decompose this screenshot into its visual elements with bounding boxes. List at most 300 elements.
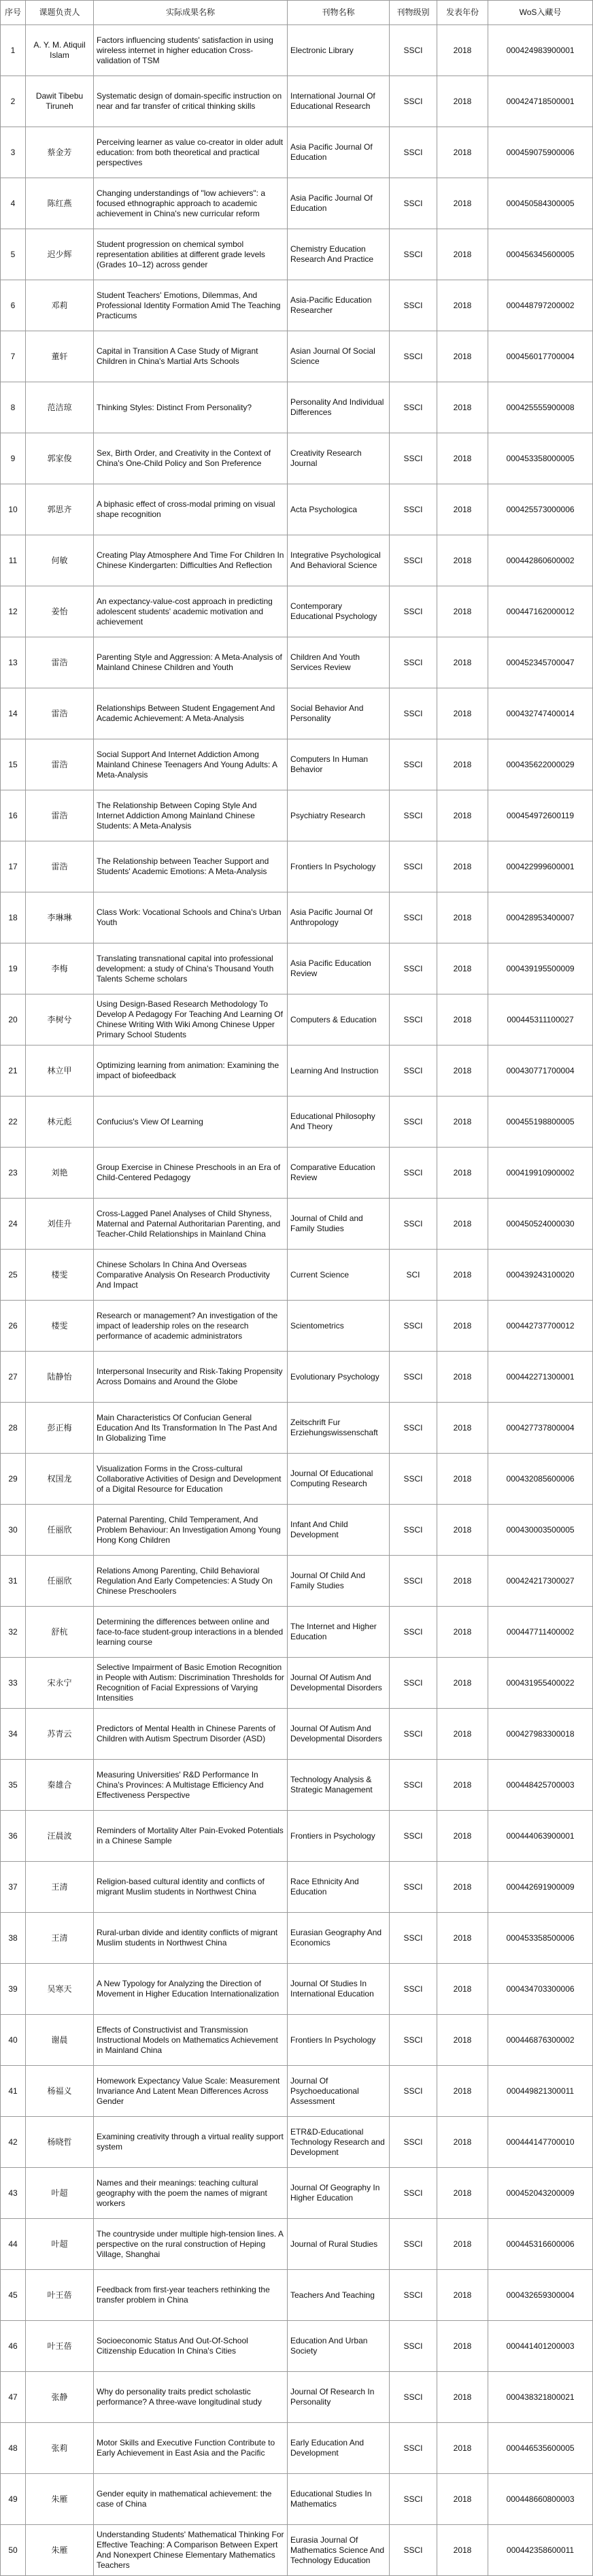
- table-row: [0, 1454, 593, 1505]
- cell-year: 2018: [437, 2219, 488, 2270]
- cell-no: 42: [0, 2117, 26, 2168]
- cell-journal: Frontiers in Psychology: [288, 1811, 390, 1862]
- cell-year: 2018: [437, 2117, 488, 2168]
- cell-leader: 朱雁: [26, 2525, 94, 2576]
- cell-journal: Integrative Psychological And Behavioral Science: [288, 535, 390, 586]
- cell-no: 46: [0, 2321, 26, 2372]
- table-row: [0, 1199, 593, 1250]
- table-row: [0, 2270, 593, 2321]
- cell-level: SSCI: [390, 1403, 437, 1454]
- cell-year: 2018: [437, 1760, 488, 1811]
- cell-journal: Journal Of Psychoeducational Assessment: [288, 2066, 390, 2117]
- cell-level: SSCI: [390, 994, 437, 1046]
- cell-title: Selective Impairment of Basic Emotion Recognition in People with Autism: Discrimination Thresholds for Recognition of Facial Expressions of Varying Intensities: [94, 1658, 288, 1709]
- cell-wos: 000441401200003: [488, 2321, 593, 2372]
- cell-year: 2018: [437, 637, 488, 688]
- cell-no: 49: [0, 2474, 26, 2525]
- cell-year: 2018: [437, 1862, 488, 1913]
- cell-wos: 000422999600001: [488, 841, 593, 892]
- cell-year: 2018: [437, 1913, 488, 1964]
- cell-no: 15: [0, 739, 26, 790]
- cell-leader: Dawit Tibebu Tiruneh: [26, 76, 94, 127]
- cell-journal: Frontiers In Psychology: [288, 2015, 390, 2066]
- cell-level: SSCI: [390, 484, 437, 535]
- cell-wos: 000450524000030: [488, 1199, 593, 1250]
- cell-wos: 000455198800005: [488, 1097, 593, 1148]
- cell-wos: 000454972600119: [488, 790, 593, 841]
- cell-level: SSCI: [390, 637, 437, 688]
- cell-year: 2018: [437, 2066, 488, 2117]
- cell-leader: 张静: [26, 2372, 94, 2423]
- cell-wos: 000430003500005: [488, 1505, 593, 1556]
- cell-title: Chinese Scholars In China And Overseas Comparative Analysis On Research Productivity And Impact: [94, 1250, 288, 1301]
- cell-title: Motor Skills and Executive Function Contribute to Early Achievement in East Asia and the Pacific: [94, 2423, 288, 2474]
- cell-wos: 000453358000005: [488, 433, 593, 484]
- cell-no: 26: [0, 1301, 26, 1352]
- cell-wos: 000442737700012: [488, 1301, 593, 1352]
- cell-no: 36: [0, 1811, 26, 1862]
- cell-year: 2018: [437, 943, 488, 994]
- cell-leader: 任丽欣: [26, 1556, 94, 1607]
- cell-level: SSCI: [390, 2525, 437, 2576]
- cell-leader: 姜怡: [26, 586, 94, 637]
- cell-leader: 刘艳: [26, 1148, 94, 1199]
- cell-journal: Journal Of Research In Personality: [288, 2372, 390, 2423]
- header-leader: 课题负责人: [26, 0, 94, 25]
- cell-year: 2018: [437, 1301, 488, 1352]
- cell-title: Interpersonal Insecurity and Risk-Taking Propensity Across Domains and Around the Globe: [94, 1352, 288, 1403]
- cell-wos: 000446535600005: [488, 2423, 593, 2474]
- cell-leader: 李琳琳: [26, 892, 94, 943]
- cell-title: Thinking Styles: Distinct From Personality?: [94, 382, 288, 433]
- table-row: [0, 2117, 593, 2168]
- cell-level: SSCI: [390, 178, 437, 229]
- cell-no: 3: [0, 127, 26, 178]
- cell-leader: 苏青云: [26, 1709, 94, 1760]
- cell-level: SSCI: [390, 1607, 437, 1658]
- cell-level: SSCI: [390, 25, 437, 76]
- cell-title: The countryside under multiple high-tension lines. A perspective on the rural construction of Heping Village, Shanghai: [94, 2219, 288, 2270]
- cell-leader: 陈红燕: [26, 178, 94, 229]
- cell-no: 34: [0, 1709, 26, 1760]
- cell-journal: International Journal Of Educational Research: [288, 76, 390, 127]
- cell-no: 37: [0, 1862, 26, 1913]
- table-row: [0, 1709, 593, 1760]
- cell-no: 38: [0, 1913, 26, 1964]
- cell-level: SSCI: [390, 2219, 437, 2270]
- cell-wos: 000448660800003: [488, 2474, 593, 2525]
- cell-no: 40: [0, 2015, 26, 2066]
- cell-journal: Early Education And Development: [288, 2423, 390, 2474]
- cell-leader: 雷浩: [26, 739, 94, 790]
- cell-title: Perceiving learner as value co-creator in older adult education: from both theoretical and practical perspectives: [94, 127, 288, 178]
- cell-title: Parenting Style and Aggression: A Meta-Analysis of Mainland Chinese Children and Youth: [94, 637, 288, 688]
- cell-leader: 范洁琼: [26, 382, 94, 433]
- cell-year: 2018: [437, 790, 488, 841]
- cell-year: 2018: [437, 433, 488, 484]
- cell-year: 2018: [437, 1250, 488, 1301]
- table-row: [0, 1913, 593, 1964]
- cell-wos: 000449821300011: [488, 2066, 593, 2117]
- table-row: [0, 739, 593, 790]
- cell-level: SSCI: [390, 433, 437, 484]
- cell-journal: Asia-Pacific Education Researcher: [288, 280, 390, 331]
- cell-no: 24: [0, 1199, 26, 1250]
- table-row: [0, 280, 593, 331]
- cell-year: 2018: [437, 1556, 488, 1607]
- table-row: [0, 2066, 593, 2117]
- cell-level: SSCI: [390, 2066, 437, 2117]
- cell-leader: 汪晨波: [26, 1811, 94, 1862]
- cell-journal: Race Ethnicity And Education: [288, 1862, 390, 1913]
- cell-wos: 000424718500001: [488, 76, 593, 127]
- cell-title: Social Support And Internet Addiction Among Mainland Chinese Teenagers And Young Adults: A Meta-Analysis: [94, 739, 288, 790]
- cell-title: Cross-Lagged Panel Analyses of Child Shyness, Maternal and Paternal Authoritarian Parenting, and Teacher-Child Relationships in Mainland China: [94, 1199, 288, 1250]
- table-header-row: [0, 0, 593, 25]
- cell-wos: 000439195500009: [488, 943, 593, 994]
- cell-wos: 000453358500006: [488, 1913, 593, 1964]
- cell-no: 41: [0, 2066, 26, 2117]
- cell-journal: Journal Of Studies In International Education: [288, 1964, 390, 2015]
- cell-leader: 权国龙: [26, 1454, 94, 1505]
- cell-wos: 000459075900006: [488, 127, 593, 178]
- cell-journal: Evolutionary Psychology: [288, 1352, 390, 1403]
- cell-journal: Infant And Child Development: [288, 1505, 390, 1556]
- cell-title: Creating Play Atmosphere And Time For Children In Chinese Kindergarten: Difficulties And Reflection: [94, 535, 288, 586]
- cell-no: 25: [0, 1250, 26, 1301]
- cell-year: 2018: [437, 2270, 488, 2321]
- table-row: [0, 1097, 593, 1148]
- cell-leader: 郭思齐: [26, 484, 94, 535]
- cell-title: Group Exercise in Chinese Preschools in an Era of Child-Centered Pedagogy: [94, 1148, 288, 1199]
- cell-year: 2018: [437, 994, 488, 1046]
- cell-leader: 朱雁: [26, 2474, 94, 2525]
- cell-leader: 陆静怡: [26, 1352, 94, 1403]
- cell-no: 17: [0, 841, 26, 892]
- cell-year: 2018: [437, 739, 488, 790]
- cell-journal: Journal Of Educational Computing Research: [288, 1454, 390, 1505]
- cell-leader: 吴寒天: [26, 1964, 94, 2015]
- cell-level: SSCI: [390, 1760, 437, 1811]
- table-row: [0, 1505, 593, 1556]
- cell-year: 2018: [437, 178, 488, 229]
- header-no: 序号: [0, 0, 26, 25]
- cell-level: SSCI: [390, 2423, 437, 2474]
- cell-journal: Asia Pacific Education Review: [288, 943, 390, 994]
- cell-no: 21: [0, 1046, 26, 1097]
- cell-leader: 迟少辉: [26, 229, 94, 280]
- table-row: [0, 994, 593, 1046]
- table-row: [0, 1046, 593, 1097]
- cell-journal: Computers In Human Behavior: [288, 739, 390, 790]
- cell-level: SSCI: [390, 2015, 437, 2066]
- cell-journal: Technology Analysis & Strategic Management: [288, 1760, 390, 1811]
- table-row: [0, 1352, 593, 1403]
- cell-journal: Learning And Instruction: [288, 1046, 390, 1097]
- cell-journal: Frontiers In Psychology: [288, 841, 390, 892]
- cell-year: 2018: [437, 1607, 488, 1658]
- cell-no: 20: [0, 994, 26, 1046]
- cell-no: 16: [0, 790, 26, 841]
- cell-level: SSCI: [390, 1097, 437, 1148]
- cell-level: SSCI: [390, 2168, 437, 2219]
- cell-wos: 000432085600006: [488, 1454, 593, 1505]
- cell-title: The Relationship Between Coping Style And Internet Addiction Among Mainland Chinese Students: A Meta-Analysis: [94, 790, 288, 841]
- cell-level: SSCI: [390, 841, 437, 892]
- cell-leader: 雷浩: [26, 688, 94, 739]
- cell-title: Why do personality traits predict scholastic performance? A three-wave longitudinal study: [94, 2372, 288, 2423]
- cell-leader: 蔡金芳: [26, 127, 94, 178]
- cell-no: 29: [0, 1454, 26, 1505]
- cell-title: Translating transnational capital into professional development: a study of China's Thousand Youth Talents Scheme scholars: [94, 943, 288, 994]
- cell-title: A biphasic effect of cross-modal priming on visual shape recognition: [94, 484, 288, 535]
- cell-title: An expectancy-value-cost approach in predicting adolescent students' academic motivation and achievement: [94, 586, 288, 637]
- cell-no: 19: [0, 943, 26, 994]
- cell-title: Understanding Students' Mathematical Thinking For Effective Teaching: A Comparison Between Expert And Nonexpert Chinese Elementary Mathematics Teachers: [94, 2525, 288, 2576]
- cell-leader: 谢晨: [26, 2015, 94, 2066]
- cell-leader: 王清: [26, 1913, 94, 1964]
- cell-year: 2018: [437, 484, 488, 535]
- cell-no: 10: [0, 484, 26, 535]
- cell-level: SSCI: [390, 1301, 437, 1352]
- cell-no: 35: [0, 1760, 26, 1811]
- cell-no: 7: [0, 331, 26, 382]
- cell-leader: 刘佳升: [26, 1199, 94, 1250]
- cell-year: 2018: [437, 1403, 488, 1454]
- cell-year: 2018: [437, 280, 488, 331]
- cell-journal: Asia Pacific Journal Of Education: [288, 127, 390, 178]
- cell-title: Sex, Birth Order, and Creativity in the Context of China's One-Child Policy and Son Preference: [94, 433, 288, 484]
- header-title: 实际成果名称: [94, 0, 288, 25]
- cell-year: 2018: [437, 127, 488, 178]
- cell-title: Changing understandings of "low achievers": a focused ethnographic approach to academic achievement in China's new curricular reform: [94, 178, 288, 229]
- cell-title: Examining creativity through a virtual reality support system: [94, 2117, 288, 2168]
- cell-year: 2018: [437, 2525, 488, 2576]
- cell-leader: 叶王蓓: [26, 2270, 94, 2321]
- cell-wos: 000442691900009: [488, 1862, 593, 1913]
- cell-leader: 彭正梅: [26, 1403, 94, 1454]
- cell-year: 2018: [437, 1658, 488, 1709]
- cell-no: 18: [0, 892, 26, 943]
- cell-no: 13: [0, 637, 26, 688]
- cell-title: Student progression on chemical symbol representation abilities at different grade levels (Grades 10–12) across gender: [94, 229, 288, 280]
- cell-journal: Teachers And Teaching: [288, 2270, 390, 2321]
- cell-level: SSCI: [390, 1913, 437, 1964]
- cell-level: SSCI: [390, 2270, 437, 2321]
- cell-year: 2018: [437, 1811, 488, 1862]
- cell-title: Measuring Universities' R&D Performance In China's Provinces: A Multistage Efficiency And Effectiveness Perspective: [94, 1760, 288, 1811]
- cell-title: A New Typology for Analyzing the Direction of Movement in Higher Education Internationalization: [94, 1964, 288, 2015]
- cell-wos: 000434703300006: [488, 1964, 593, 2015]
- cell-level: SSCI: [390, 1046, 437, 1097]
- cell-level: SSCI: [390, 1811, 437, 1862]
- cell-no: 32: [0, 1607, 26, 1658]
- cell-wos: 000425555900008: [488, 382, 593, 433]
- cell-title: Names and their meanings: teaching cultural geography with the poem the names of migrant workers: [94, 2168, 288, 2219]
- cell-journal: Contemporary Educational Psychology: [288, 586, 390, 637]
- cell-wos: 000424217300027: [488, 1556, 593, 1607]
- cell-journal: Computers & Education: [288, 994, 390, 1046]
- table-row: [0, 892, 593, 943]
- table-row: [0, 25, 593, 76]
- cell-level: SSCI: [390, 76, 437, 127]
- cell-no: 28: [0, 1403, 26, 1454]
- cell-no: 23: [0, 1148, 26, 1199]
- cell-wos: 000447711400002: [488, 1607, 593, 1658]
- table-row: [0, 76, 593, 127]
- cell-journal: Asia Pacific Journal Of Education: [288, 178, 390, 229]
- cell-journal: Current Science: [288, 1250, 390, 1301]
- table-row: [0, 382, 593, 433]
- cell-wos: 000446876300002: [488, 2015, 593, 2066]
- cell-journal: Journal of Child and Family Studies: [288, 1199, 390, 1250]
- cell-level: SSCI: [390, 1709, 437, 1760]
- table-row: [0, 1964, 593, 2015]
- table-row: [0, 2474, 593, 2525]
- cell-no: 31: [0, 1556, 26, 1607]
- cell-no: 45: [0, 2270, 26, 2321]
- cell-year: 2018: [437, 688, 488, 739]
- cell-leader: 王清: [26, 1862, 94, 1913]
- cell-level: SSCI: [390, 739, 437, 790]
- cell-level: SSCI: [390, 1505, 437, 1556]
- table-row: [0, 1760, 593, 1811]
- cell-journal: ETR&D-Educational Technology Research and Development: [288, 2117, 390, 2168]
- cell-leader: 楼雯: [26, 1250, 94, 1301]
- table-row: [0, 2321, 593, 2372]
- table-row: [0, 2372, 593, 2423]
- cell-journal: Education And Urban Society: [288, 2321, 390, 2372]
- cell-journal: The Internet and Higher Education: [288, 1607, 390, 1658]
- cell-journal: Eurasian Geography And Economics: [288, 1913, 390, 1964]
- cell-wos: 000427737800004: [488, 1403, 593, 1454]
- cell-level: SSCI: [390, 2321, 437, 2372]
- cell-level: SSCI: [390, 1964, 437, 2015]
- cell-journal: Children And Youth Services Review: [288, 637, 390, 688]
- cell-title: Effects of Constructivist and Transmission Instructional Models on Mathematics Achievement in Mainland China: [94, 2015, 288, 2066]
- table-row: [0, 535, 593, 586]
- cell-title: Determining the differences between online and face-to-face student-group interactions in a blended learning course: [94, 1607, 288, 1658]
- cell-no: 2: [0, 76, 26, 127]
- cell-year: 2018: [437, 2423, 488, 2474]
- cell-no: 14: [0, 688, 26, 739]
- cell-title: Relationships Between Student Engagement And Academic Achievement: A Meta-Analysis: [94, 688, 288, 739]
- cell-leader: 林立甲: [26, 1046, 94, 1097]
- cell-title: Class Work: Vocational Schools and China's Urban Youth: [94, 892, 288, 943]
- cell-year: 2018: [437, 1709, 488, 1760]
- cell-year: 2018: [437, 1199, 488, 1250]
- table-row: [0, 1658, 593, 1709]
- cell-level: SSCI: [390, 2117, 437, 2168]
- cell-level: SSCI: [390, 688, 437, 739]
- cell-level: SSCI: [390, 1148, 437, 1199]
- cell-no: 48: [0, 2423, 26, 2474]
- cell-title: Religion-based cultural identity and conflicts of migrant Muslim students in Northwest China: [94, 1862, 288, 1913]
- cell-year: 2018: [437, 1964, 488, 2015]
- cell-wos: 000428953400007: [488, 892, 593, 943]
- cell-title: Main Characteristics Of Confucian General Education And Its Transformation In The Past And In Globalizing Time: [94, 1403, 288, 1454]
- cell-level: SSCI: [390, 2372, 437, 2423]
- cell-title: Socioeconomic Status And Out-Of-School Citizenship Education In China's Cities: [94, 2321, 288, 2372]
- cell-wos: 000456345600005: [488, 229, 593, 280]
- cell-no: 5: [0, 229, 26, 280]
- cell-journal: Educational Studies In Mathematics: [288, 2474, 390, 2525]
- cell-wos: 000445311100027: [488, 994, 593, 1046]
- cell-wos: 000447162000012: [488, 586, 593, 637]
- cell-year: 2018: [437, 2015, 488, 2066]
- cell-year: 2018: [437, 76, 488, 127]
- cell-leader: 杨福义: [26, 2066, 94, 2117]
- cell-journal: Journal Of Geography In Higher Education: [288, 2168, 390, 2219]
- cell-no: 39: [0, 1964, 26, 2015]
- cell-wos: 000439243100020: [488, 1250, 593, 1301]
- cell-level: SSCI: [390, 586, 437, 637]
- cell-title: Visualization Forms in the Cross-cultural Collaborative Activities of Design and Development of a Digital Resource for Education: [94, 1454, 288, 1505]
- cell-leader: 何敏: [26, 535, 94, 586]
- table-row: [0, 2168, 593, 2219]
- cell-leader: 雷浩: [26, 637, 94, 688]
- cell-no: 43: [0, 2168, 26, 2219]
- cell-wos: 000450584300005: [488, 178, 593, 229]
- cell-journal: Asian Journal Of Social Science: [288, 331, 390, 382]
- cell-year: 2018: [437, 841, 488, 892]
- cell-wos: 000432659300004: [488, 2270, 593, 2321]
- cell-leader: 邓莉: [26, 280, 94, 331]
- cell-leader: A. Y. M. Atiquil Islam: [26, 25, 94, 76]
- cell-no: 11: [0, 535, 26, 586]
- cell-journal: Educational Philosophy And Theory: [288, 1097, 390, 1148]
- cell-leader: 郭家俊: [26, 433, 94, 484]
- cell-title: Relations Among Parenting, Child Behavioral Regulation And Early Competencies: A Study On Chinese Preschoolers: [94, 1556, 288, 1607]
- cell-title: Using Design-Based Research Methodology To Develop A Pedagogy For Teaching And Learning Of Chinese Writing With Wiki Among Chinese Upper Primary School Students: [94, 994, 288, 1046]
- cell-wos: 000445316600006: [488, 2219, 593, 2270]
- cell-leader: 任丽欣: [26, 1505, 94, 1556]
- cell-leader: 楼雯: [26, 1301, 94, 1352]
- cell-year: 2018: [437, 1046, 488, 1097]
- table-row: [0, 943, 593, 994]
- cell-no: 27: [0, 1352, 26, 1403]
- cell-level: SSCI: [390, 2474, 437, 2525]
- header-year: 发表年份: [437, 0, 488, 25]
- cell-leader: 雷浩: [26, 841, 94, 892]
- cell-wos: 000425573000006: [488, 484, 593, 535]
- cell-year: 2018: [437, 1352, 488, 1403]
- cell-no: 4: [0, 178, 26, 229]
- cell-wos: 000442860600002: [488, 535, 593, 586]
- table-row: [0, 637, 593, 688]
- cell-no: 8: [0, 382, 26, 433]
- cell-journal: Journal of Rural Studies: [288, 2219, 390, 2270]
- header-wos: WoS入藏号: [488, 0, 593, 25]
- cell-no: 9: [0, 433, 26, 484]
- cell-journal: Comparative Education Review: [288, 1148, 390, 1199]
- table-row: [0, 2015, 593, 2066]
- cell-year: 2018: [437, 331, 488, 382]
- cell-journal: Social Behavior And Personality: [288, 688, 390, 739]
- cell-level: SSCI: [390, 1658, 437, 1709]
- cell-no: 12: [0, 586, 26, 637]
- cell-leader: 叶超: [26, 2168, 94, 2219]
- cell-journal: Scientometrics: [288, 1301, 390, 1352]
- cell-wos: 000430771700004: [488, 1046, 593, 1097]
- table-row: [0, 1556, 593, 1607]
- cell-wos: 000456017700004: [488, 331, 593, 382]
- table-row: [0, 688, 593, 739]
- cell-wos: 000448425700003: [488, 1760, 593, 1811]
- cell-level: SSCI: [390, 382, 437, 433]
- cell-leader: 李树兮: [26, 994, 94, 1046]
- table-row: [0, 586, 593, 637]
